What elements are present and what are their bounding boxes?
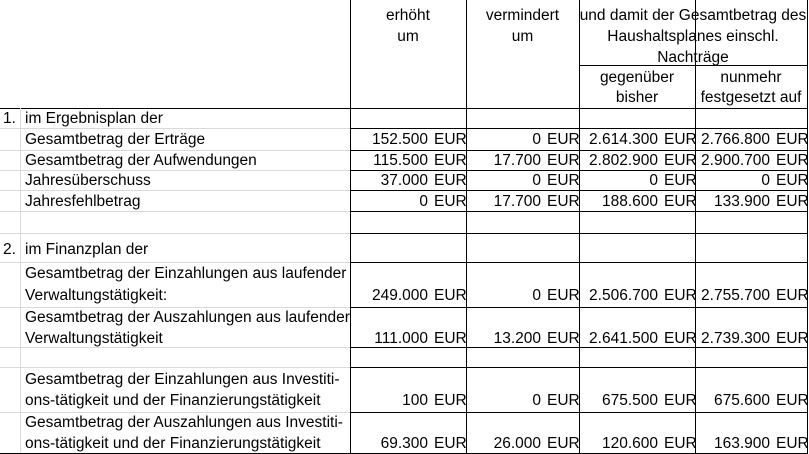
grid-line xyxy=(350,128,807,129)
grid-line xyxy=(350,108,807,109)
header-down-line: vermindert xyxy=(485,7,560,24)
currency-unit: EUR xyxy=(664,330,697,347)
amount-prev: 0 xyxy=(649,172,658,189)
amount-down: 0 xyxy=(532,287,541,304)
amount-prev: 2.641.500 xyxy=(589,330,658,347)
section-title: im Finanzplan der xyxy=(25,241,149,258)
currency-unit: EUR xyxy=(547,330,580,347)
header-up-line: erhöht xyxy=(386,7,430,24)
amount-up: 115.500 xyxy=(373,152,428,169)
amount-up: 249.000 xyxy=(371,287,428,304)
amount-up: 37.000 xyxy=(380,172,428,189)
grid-line xyxy=(466,0,467,454)
amount-prev: 675.500 xyxy=(601,392,658,409)
amount-new: 2.739.300 xyxy=(701,330,770,347)
amount-prev: 2.506.700 xyxy=(589,287,658,304)
amount-down: 0 xyxy=(532,172,541,189)
amount-down: 26.000 xyxy=(493,435,541,452)
amount-prev: 2.614.300 xyxy=(589,131,658,148)
currency-unit: EUR xyxy=(547,193,580,210)
currency-unit: EUR xyxy=(776,330,809,347)
amount-new: 2.766.800 xyxy=(701,131,770,148)
header-new-line: festgesetzt auf xyxy=(700,89,802,106)
row-label: Verwaltungstätigkeit: xyxy=(25,287,168,304)
currency-unit: EUR xyxy=(547,131,580,148)
currency-unit: EUR xyxy=(664,435,697,452)
currency-unit: EUR xyxy=(664,131,697,148)
section-title: im Ergebnisplan der xyxy=(25,110,163,127)
row-label: Gesamtbetrag der Einzahlungen aus laufender xyxy=(25,265,347,282)
grid-line xyxy=(350,233,807,234)
amount-down: 13.200 xyxy=(493,330,541,347)
amount-new: 133.900 xyxy=(713,193,770,210)
amount-down: 17.700 xyxy=(493,193,541,210)
grid-line xyxy=(807,0,808,454)
grid-line xyxy=(0,128,350,129)
currency-unit: EUR xyxy=(776,435,809,452)
currency-unit: EUR xyxy=(664,152,697,169)
currency-unit: EUR xyxy=(434,287,467,304)
currency-unit: EUR xyxy=(776,287,809,304)
grid-line xyxy=(0,211,350,212)
grid-line xyxy=(350,262,807,263)
currency-unit: EUR xyxy=(664,392,697,409)
currency-unit: EUR xyxy=(434,131,467,148)
currency-unit: EUR xyxy=(434,172,467,189)
currency-unit: EUR xyxy=(547,435,580,452)
currency-unit: EUR xyxy=(434,193,467,210)
header-total-line: Nachträge xyxy=(657,49,729,66)
row-label: ons-tätigkeit und der Finanzierungstätigkeit xyxy=(25,435,321,452)
header-down-line: um xyxy=(511,28,534,45)
currency-unit: EUR xyxy=(776,392,809,409)
amount-prev: 188.600 xyxy=(601,193,658,210)
currency-unit: EUR xyxy=(547,172,580,189)
currency-unit: EUR xyxy=(434,435,467,452)
grid-line xyxy=(0,233,350,234)
row-label: Gesamtbetrag der Auszahlungen aus Investiti- xyxy=(25,414,343,431)
amount-down: 0 xyxy=(532,131,541,148)
grid-line xyxy=(0,262,350,263)
amount-new: 0 xyxy=(761,172,770,189)
header-up-line: um xyxy=(397,28,419,45)
currency-unit: EUR xyxy=(776,193,809,210)
amount-prev: 2.802.900 xyxy=(589,152,658,169)
amount-new: 163.900 xyxy=(713,435,770,452)
currency-unit: EUR xyxy=(776,131,809,148)
currency-unit: EUR xyxy=(547,152,580,169)
section-number: 1. xyxy=(3,110,16,127)
grid-line xyxy=(350,367,807,368)
currency-unit: EUR xyxy=(547,287,580,304)
row-label: Gesamtbetrag der Aufwendungen xyxy=(25,152,257,169)
header-total-line: und damit der Gesamtbetrag des xyxy=(579,7,807,24)
currency-unit: EUR xyxy=(434,330,467,347)
grid-line xyxy=(350,0,351,454)
grid-line xyxy=(0,190,350,191)
currency-unit: EUR xyxy=(664,193,697,210)
amount-new: 2.755.700 xyxy=(701,287,770,304)
amount-up: 111.000 xyxy=(374,330,428,347)
header-prev-line: bisher xyxy=(615,89,659,106)
currency-unit: EUR xyxy=(664,172,697,189)
amount-new: 675.600 xyxy=(713,392,770,409)
currency-unit: EUR xyxy=(776,172,809,189)
currency-unit: EUR xyxy=(434,152,467,169)
section-number: 2. xyxy=(3,241,16,258)
row-label: Verwaltungstätigkeit xyxy=(25,330,163,347)
amount-down: 0 xyxy=(532,392,541,409)
row-label: ons-tätigkeit und der Finanzierungstätigkeit xyxy=(25,392,321,409)
currency-unit: EUR xyxy=(776,152,809,169)
amount-prev: 120.600 xyxy=(601,435,658,452)
currency-unit: EUR xyxy=(664,287,697,304)
grid-line xyxy=(350,307,807,308)
grid-line xyxy=(350,190,807,191)
row-label: Gesamtbetrag der Einzahlungen aus Investiti- xyxy=(25,371,340,388)
header-prev-line: gegenüber xyxy=(599,69,675,86)
header-new-line: nunmehr xyxy=(720,69,782,86)
row-label: Gesamtbetrag der Erträge xyxy=(25,131,206,148)
row-label: Gesamtbetrag der Auszahlungen aus laufender xyxy=(25,309,350,326)
currency-unit: EUR xyxy=(434,392,467,409)
amount-down: 17.700 xyxy=(493,152,541,169)
amount-up: 152.500 xyxy=(371,131,428,148)
amount-up: 0 xyxy=(419,193,428,210)
row-label: Jahresfehlbetrag xyxy=(25,193,141,210)
grid-line xyxy=(20,108,21,454)
grid-line xyxy=(350,412,807,413)
grid-line xyxy=(0,367,350,368)
grid-line xyxy=(350,211,807,212)
amount-up: 100 xyxy=(402,392,428,409)
amount-up: 69.300 xyxy=(380,435,428,452)
currency-unit: EUR xyxy=(547,392,580,409)
row-label: Jahresüberschuss xyxy=(25,172,151,189)
amount-new: 2.900.700 xyxy=(701,152,770,169)
header-total-line: Haushaltsplanes einschl. xyxy=(607,28,779,45)
